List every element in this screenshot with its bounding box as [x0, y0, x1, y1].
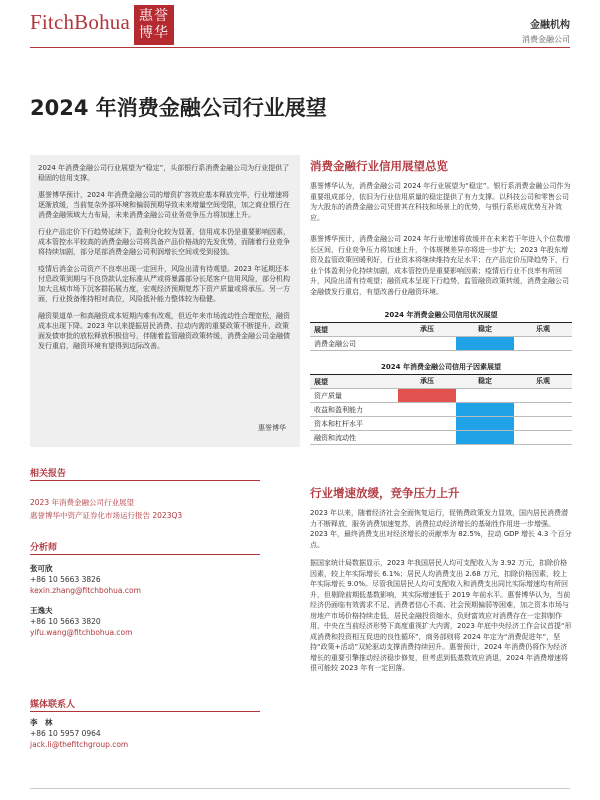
summary-box: [30, 155, 300, 447]
summary-paragraph: 2024 年消费金融公司行业展望为“稳定”，头部银行系消费金融公司为行业提供了稳固的信用支撑。: [38, 164, 290, 182]
cell-pressure: [398, 417, 456, 430]
analysts-divider: [30, 554, 260, 555]
related-reports-heading: 相关报告: [30, 469, 67, 479]
section-heading-overview: 消费金融行业信用展望总览: [310, 159, 448, 173]
cell-pressure: [398, 431, 456, 444]
cell-pressure: [398, 389, 456, 402]
row-label: 资本和杠杆水平: [314, 419, 363, 428]
related-report-link[interactable]: 2023 年消费金融公司行业展望: [30, 498, 134, 507]
summary-paragraph: 行业产品定价下行趋势延续下，盈利分化较为显著，信用成本仍是重要影响因素，成本管控水平较高的消费金融公司将具备产品价格战的先发优势，而随着行业竞争将持续加剧，部分尾部消费金融公司利润增长空间或受到侵蚀。: [38, 228, 290, 256]
cell-stable: [456, 337, 514, 350]
overview-paragraph: 惠誉博华预计，消费金融公司 2024 年行业增速将放缓并在未来若干年进入个位数增长区间，行业竞争压力将加速上升，个体规模差异亦将进一步扩大；2023 年股东增资及监管政策回暖利好，行业资本将继续维持充足水平；在产品定价压降趋势下，行业个体盈利分化持续加剧，成本管控仍是重要影响因素；疫情后行业不良率有所回升，风险出清有待观望；融资成本呈现下行趋势，监管融资政策转缓，消费金融公司金融债发行重启，有望改善行业融资环境。: [310, 235, 571, 296]
growth-paragraph: 据国家统计局数据显示，2023 年我国居民人均可支配收入为 3.92 万元，扣除价格因素，较上年实际增长 6.1%；居民人均消费支出 2.68 万元，扣除价格因素，较上年实际增长 9.0%。尽管我国居民人均可支配收入和消费支出同比实际增速均有所回升，但剔除前期低基数影响，其实际增速低于 2019 年前水平。惠誉博华认为，当前经济仍面临有效需求不足、消费者信心不高、社会预期偏弱等困难，加之资本市场与房地产市场价格持续走低，居民金融投资缩水，负财富效应对消费存在一定抑制作用，中央在当前经济形势下高度重视扩大内需，2023 年底中央经济工作会议首提“形成消费和投资相互促进的良性循环”，商务部则将 2024 年定为“消费促进年”，坚持“政策+活动”双轮驱动支撑消费持续回升。惠誉预计，2024 年消费仍将作为经济增长的重要引擎推动经济稳步修复，但考虑到低基数效应消退，2024 年消费增速将很可能较 2023 年有一定回落。: [310, 559, 572, 672]
summary-paragraph: 疫情后消金公司资产不良率出现一定回升，风险出清有待观望。2023 年延期还本付息政策到期与不良贷款认定标准从严或将暴露部分长尾客户信用风险，部分机构加大且城市场下沉客群拓展力度，宏观经济预期复苏下资产质量或将承压。另一方面，行业拨备维持相对高位，风险抵补能力整体较为稳健。: [38, 265, 290, 303]
credit-outlook-table: [310, 310, 572, 351]
analyst-phone: +86 10 5663 3826: [30, 575, 101, 584]
cell-pressure: [398, 403, 456, 416]
row-label: 消费金融公司: [314, 339, 356, 348]
analyst-phone: +86 10 5663 3820: [30, 617, 101, 626]
analyst-card: [30, 605, 132, 638]
table-header-row: [310, 375, 572, 389]
media-contact-heading: 媒体联系人: [30, 700, 76, 710]
media-contact-card: [30, 717, 128, 750]
analysts-heading: 分析师: [30, 543, 58, 553]
header-divider: [30, 47, 570, 48]
analyst-email[interactable]: yifu.wang@fitchbohua.com: [30, 628, 133, 637]
table-title: 2024 年消费金融公司信用子因素展望: [310, 362, 572, 375]
sub-factor-outlook-table: [310, 362, 572, 445]
table-header-row: [310, 323, 572, 337]
col-header-optimistic: 乐观: [536, 325, 550, 333]
media-contact-phone: +86 10 5957 0964: [30, 729, 101, 738]
summary-signature: 惠誉博华: [258, 424, 286, 432]
table-row: [310, 337, 572, 351]
cell-optimistic: [514, 389, 572, 402]
brand-seal-logo: 惠誉 博华: [134, 5, 174, 45]
overview-paragraph: 惠誉博华认为，消费金融公司 2024 年行业展望为“稳定”。银行系消费金融公司作为重要组成部分，依旧为行业信用质量的稳定提供了有力支撑。以科技公司和零售公司为大股东的消费金融公司凭借其在科技和场景上的优势，与银行系形成优势互补效应。: [310, 182, 571, 222]
sector-label: 金融机构: [530, 20, 570, 31]
cell-optimistic: [514, 337, 572, 350]
table-title: 2024 年消费金融公司信用状况展望: [310, 310, 572, 323]
analyst-card: [30, 563, 141, 596]
analyst-name: 张可欣: [30, 564, 53, 573]
section-heading-growth: 行业增速放缓，竞争压力上升: [310, 486, 460, 500]
col-header-pressure: 承压: [420, 377, 434, 385]
brand-logo-text: FitchBohua: [30, 10, 130, 34]
media-contact-name: 李 林: [30, 718, 53, 727]
analyst-name: 王逸夫: [30, 606, 53, 615]
table-row: [310, 417, 572, 431]
analyst-email[interactable]: kexin.zhang@fitchbohua.com: [30, 586, 141, 595]
page-title: 2024 年消费金融公司行业展望: [30, 96, 327, 120]
report-category: [522, 16, 570, 45]
table-row: [310, 403, 572, 417]
col-header-outlook: 展望: [314, 325, 328, 334]
cell-optimistic: [514, 403, 572, 416]
growth-paragraph: 2023 年以来，随着经济社会全面恢复运行，促销费政策发力显效，国内居民消费潜力不断释放，服务消费加速复苏，消费拉动经济增长的基础性作用进一步增强。2023 年，最终消费支出对经济增长的贡献率为 82.5%，拉动 GDP 增长 4.3 个百分点。: [310, 509, 572, 549]
cell-stable: [456, 431, 514, 444]
col-header-optimistic: 乐观: [536, 377, 550, 385]
related-report-link[interactable]: 惠誉博华中资产证券化市场运行报告 2023Q3: [30, 511, 183, 520]
col-header-stable: 稳定: [478, 377, 492, 385]
footer-divider: [30, 788, 570, 789]
row-label: 收益和盈利能力: [314, 405, 363, 414]
col-header-stable: 稳定: [478, 325, 492, 333]
row-label: 资产质量: [314, 391, 342, 400]
cell-optimistic: [514, 417, 572, 430]
row-label: 融资和流动性: [314, 433, 356, 442]
media-contact-divider: [30, 711, 260, 712]
cell-optimistic: [514, 431, 572, 444]
media-contact-email[interactable]: jack.li@thefitchgroup.com: [30, 740, 129, 749]
subsector-label: 消费金融公司: [522, 35, 570, 44]
cell-stable: [456, 417, 514, 430]
col-header-outlook: 展望: [314, 377, 328, 386]
summary-paragraph: 惠誉博华预计，2024 年消费金融公司的增资扩容效应基本释放完毕，行业增速将逐渐放缓，当前复杂外部环境和偏弱预期导致未来增量空间受限，加之商业银行在消费金融领域大力布局，未来消费金融公司业务竞争压力将加速上升。: [38, 191, 290, 219]
table-row: [310, 431, 572, 445]
cell-pressure: [398, 337, 456, 350]
table-row: [310, 389, 572, 403]
summary-paragraph: 融资渠道单一和高融资成本短期内难有改观，但近年来市场流动性合理宽松，融资成本出现下降。2023 年以来提振居民消费、拉动内需的重要政策不断提升，政策面发债审批的放松释放积极信号，伴随着监管融资政策转缓，消费金融公司金融债发行重启，融资环境有望得到边际改善。: [38, 312, 290, 350]
cell-stable: [456, 403, 514, 416]
col-header-pressure: 承压: [420, 325, 434, 333]
related-reports-divider: [30, 480, 260, 481]
cell-stable: [456, 389, 514, 402]
